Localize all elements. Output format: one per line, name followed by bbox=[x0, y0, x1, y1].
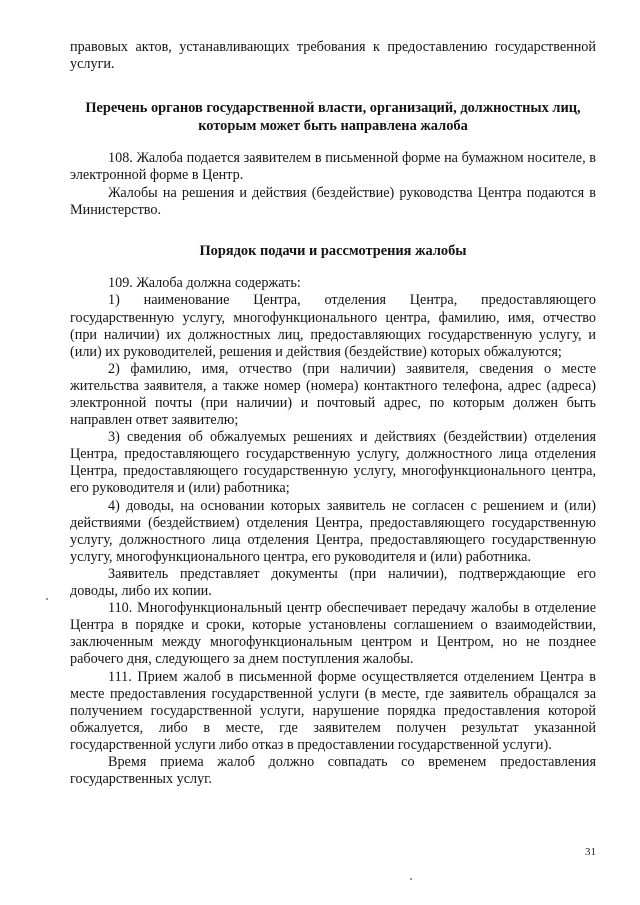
paragraph-108: 108. Жалоба подается заявителем в письменной форме на бумажном носителе, в электронной форме в Центр. bbox=[70, 150, 596, 184]
section-heading-complaint-recipients: Перечень органов государственной власти, организаций, должностных лиц, которым может быть направлена жалоба bbox=[85, 100, 581, 134]
page-number: 31 bbox=[585, 846, 596, 858]
paragraph-reception-time: Время приема жалоб должно совпадать со временем предоставления государственных услуг. bbox=[70, 753, 596, 788]
paragraph-110: 110. Многофункциональный центр обеспечивает передачу жалобы в отделение Центра в порядке и сроки, которые установлены соглашением о взаимодействии, заключенным между многофункциональным центром и Центром, но не позднее рабочего дня, следующего за днем поступления жалобы. bbox=[70, 600, 596, 668]
intro-paragraph: правовых актов, устанавливающих требования к предоставлению государственной услуги. bbox=[70, 39, 596, 73]
list-item-1: 1) наименование Центра, отделения Центра, предоставляющего государственную услугу, многофункционального центра, фамилию, имя, отчество (при наличии) их должностных лиц, предоставляющих государственную услугу, и (или) их руководителей, решения и действия (бездействие) которых обжалуются; bbox=[70, 292, 596, 360]
list-item-4: 4) доводы, на основании которых заявитель не согласен с решением и (или) действиями (бездействием) отделения Центра, предоставляющего государственную услугу, должностного лица отделения Центра, предоставляющего государственную услугу, многофункционального центра, его руководителя и (или) работника. bbox=[70, 497, 596, 565]
scan-speck bbox=[410, 878, 412, 880]
paragraph-111: 111. Прием жалоб в письменной форме осуществляется отделением Центра в месте предоставления государственной услуги (в месте, где заявитель обращался за получением государственной услуги, нарушение порядка предоставления которой обжалуется, либо в месте, где заявителем получен результат указанной государственной услуги либо отказ в предоставлении государственной услуги). bbox=[70, 668, 596, 753]
paragraph-109: 109. Жалоба должна содержать: bbox=[108, 275, 301, 292]
document-body bbox=[70, 39, 596, 788]
list-item-2: 2) фамилию, имя, отчество (при наличии) заявителя, сведения о месте жительства заявителя, а также номер (номера) контактного телефона, адрес (адреса) электронной почты (при наличии) и почтовый адрес, по которым должен быть направлен ответ заявителю; bbox=[70, 360, 596, 429]
paragraph-ministry-appeal: Жалобы на решения и действия (бездействие) руководства Центра подаются в Министерство. bbox=[70, 184, 596, 218]
section-heading-complaint-procedure: Порядок подачи и рассмотрения жалобы bbox=[199, 242, 467, 259]
scan-speck bbox=[46, 598, 48, 600]
list-item-3: 3) сведения об обжалуемых решениях и действиях (бездействии) отделения Центра, предоставляющего государственную услугу, должностного лица отделения Центра, предоставляющего государственную услугу, многофункционального центра, его руководителя и (или) работника; bbox=[70, 429, 596, 497]
paragraph-documents: Заявитель представляет документы (при наличии), подтверждающие его доводы, либо их копии. bbox=[70, 565, 596, 600]
